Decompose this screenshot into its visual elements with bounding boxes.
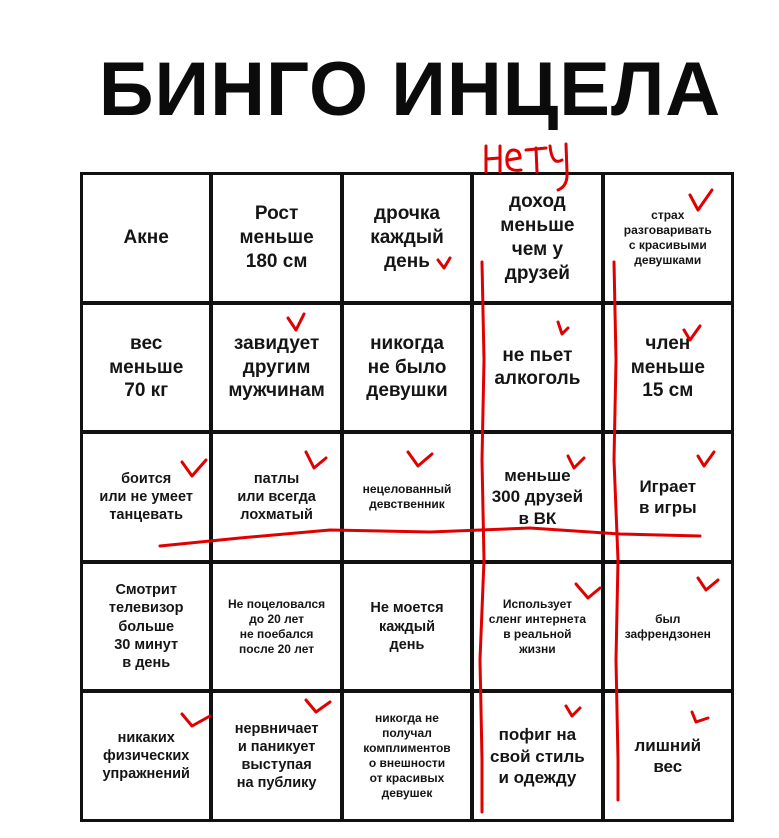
bingo-cell-text: Рост меньше 180 см: [239, 203, 314, 272]
bingo-cell-text: Смотрит телевизор больше 30 минут в день: [108, 582, 184, 671]
bingo-cell: [213, 434, 339, 560]
page-title: БИНГО ИНЦЕЛА: [98, 47, 722, 132]
bingo-cell-text: член меньше 15 см: [630, 332, 705, 402]
bingo-cell-text: меньше 300 друзей в ВК: [491, 466, 584, 528]
bingo-cell: [474, 434, 600, 560]
bingo-cell-text: завидует другим мужчинам: [228, 332, 325, 402]
bingo-cell-text: дрочка каждый день: [370, 203, 444, 272]
bingo-cell-text: был зафрендзонен: [624, 611, 711, 641]
bingo-cell-text: никаких физических упражнений: [102, 730, 190, 783]
bingo-cell: [213, 564, 339, 690]
bingo-cell: [344, 693, 470, 819]
bingo-cell: [83, 305, 209, 431]
bingo-cell: [605, 434, 731, 560]
bingo-cell: [474, 175, 600, 301]
bingo-cell-text: Не моется каждый день: [370, 600, 444, 653]
bingo-cell: [83, 693, 209, 819]
bingo-cell: [344, 564, 470, 690]
bingo-cell-text: не пьет алкоголь: [494, 344, 581, 390]
bingo-cell: [344, 175, 470, 301]
bingo-cell: [474, 693, 600, 819]
bingo-cell-text: пофиг на свой стиль и одежду: [490, 725, 585, 787]
bingo-cell: [605, 175, 731, 301]
bingo-cell-text: Играет в игры: [638, 476, 697, 517]
bingo-cell-text: страх разговаривать с красивыми девушками: [623, 207, 712, 267]
bingo-cell-text: Не поцеловался до 20 лет не поебался после 20 лет: [228, 596, 326, 656]
bingo-cell: [605, 564, 731, 690]
bingo-cell-text: доход меньше чем у друзей: [500, 191, 575, 284]
bingo-cell-text: Акне: [123, 226, 169, 248]
bingo-cell: [605, 693, 731, 819]
bingo-cell: [344, 305, 470, 431]
bingo-cell-text: нецелованный девственник: [362, 481, 452, 511]
bingo-grid: [80, 172, 734, 822]
bingo-cell-text: никогда не было девушки: [366, 332, 448, 402]
bingo-cell: [344, 434, 470, 560]
bingo-cell: [474, 564, 600, 690]
bingo-cell-text: вес меньше 70 кг: [109, 332, 184, 402]
bingo-cell: [605, 305, 731, 431]
bingo-cell-text: лишний вес: [634, 735, 702, 777]
bingo-cell: [213, 693, 339, 819]
bingo-cell-text: никогда не получал комплиментов о внешности от красивых девушек: [363, 711, 451, 801]
bingo-cell-text: Использует сленг интернета в реальной жизни: [488, 596, 586, 656]
bingo-cell-text: патлы или всегда лохматый: [237, 470, 316, 524]
bingo-cell: [474, 305, 600, 431]
bingo-cell: [83, 564, 209, 690]
bingo-cell-text: боится или не умеет танцевать: [99, 470, 193, 524]
bingo-cell: [83, 175, 209, 301]
bingo-cell: [83, 434, 209, 560]
bingo-cell: [213, 305, 339, 431]
bingo-cell: [213, 175, 339, 301]
bingo-cell-text: нервничает и паникует выступая на публику: [234, 720, 319, 792]
